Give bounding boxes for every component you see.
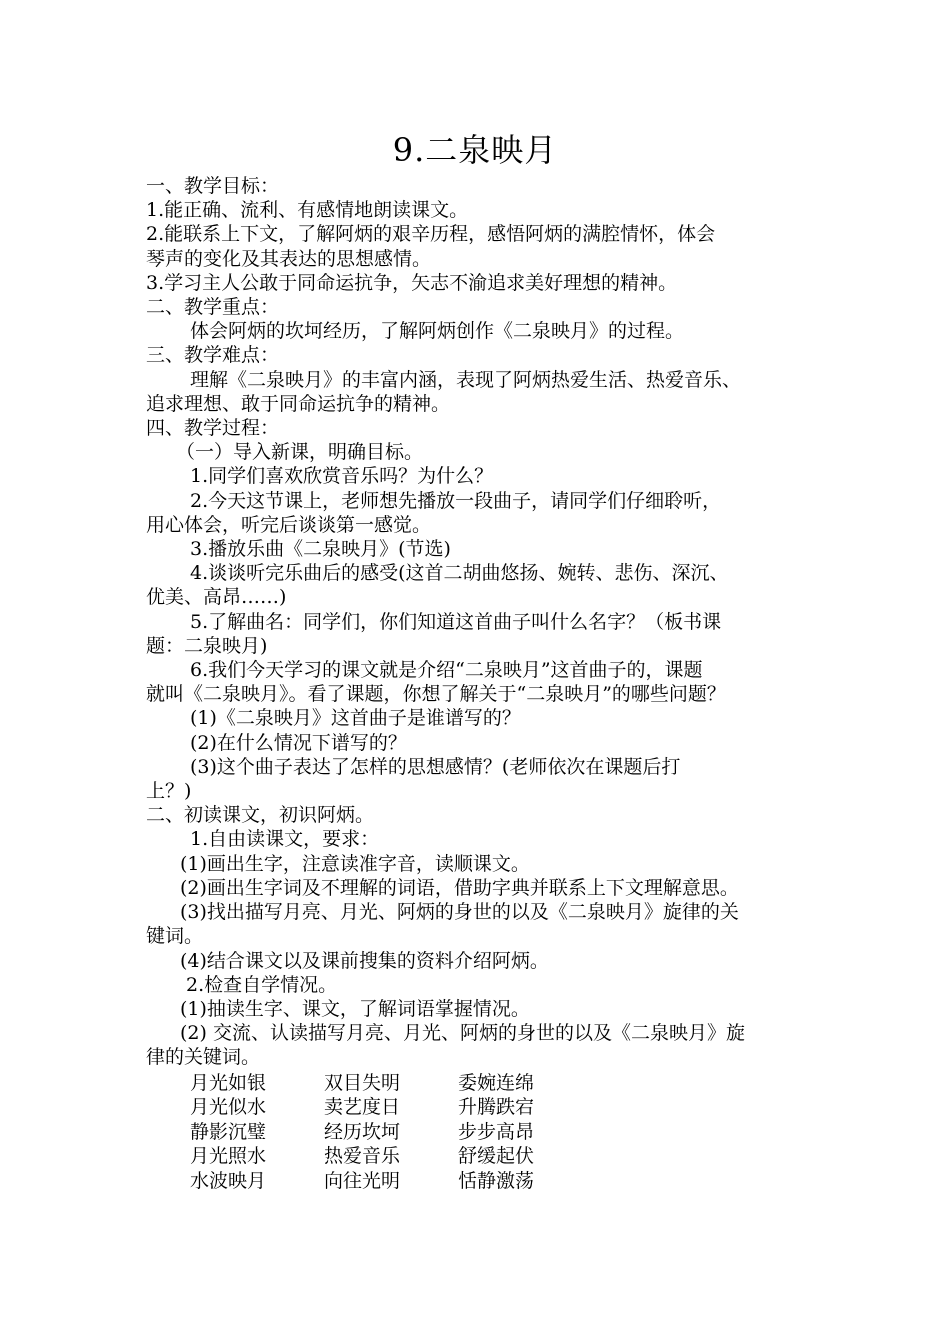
text-line: (1)画出生字，注意读准字音，读顺课文。 [180, 852, 530, 875]
text-line: 6.我们今天学习的课文就是介绍“二泉映月”这首曲子的，课题 [190, 659, 703, 682]
text-line: 3.播放乐曲《二泉映月》(节选) [190, 538, 451, 561]
vocabulary-word: 静影沉璧 [190, 1120, 267, 1143]
text-line: 键词。 [146, 925, 204, 948]
text-line: 四、教学过程： [146, 417, 280, 440]
text-line: (3)这个曲子表达了怎样的思想感情？(老师依次在课题后打 [190, 755, 681, 778]
text-line: 上？) [146, 780, 192, 803]
vocabulary-word: 舒缓起伏 [458, 1145, 535, 1168]
text-line: 4.谈谈听完乐曲后的感受(这首二胡曲悠扬、婉转、悲伤、深沉、 [190, 562, 729, 585]
lesson-title: 9.二泉映月 [392, 131, 558, 169]
text-line: (1)《二泉映月》这首曲子是谁谱写的？ [190, 707, 521, 730]
vocabulary-word: 委婉连绵 [458, 1071, 535, 1094]
text-line: (2)画出生字词及不理解的词语，借助字典并联系上下文理解意思。 [180, 876, 739, 899]
text-line: (2)在什么情况下谱写的？ [190, 731, 407, 754]
text-line: (1)抽读生字、课文，了解词语掌握情况。 [180, 997, 530, 1020]
vocabulary-row [146, 1120, 814, 1145]
text-line: 追求理想、敢于同命运抗争的精神。 [146, 392, 451, 415]
vocabulary-word: 双目失明 [324, 1071, 401, 1094]
text-line: 体会阿炳的坎坷经历，了解阿炳创作《二泉映月》的过程。 [190, 320, 685, 343]
text-line: 1.自由读课文，要求： [190, 828, 380, 851]
vocabulary-word: 月光如银 [190, 1071, 267, 1094]
text-line: 2.能联系上下文，了解阿炳的艰辛历程，感悟阿炳的满腔情怀，体会 [146, 223, 716, 246]
vocabulary-word: 升腾跌宕 [458, 1096, 535, 1119]
text-line: 二、初读课文，初识阿炳。 [146, 804, 375, 827]
text-line: 理解《二泉映月》的丰富内涵，表现了阿炳热爱生活、热爱音乐、 [190, 368, 742, 391]
text-line: 就叫《二泉映月》。看了课题，你想了解关于“二泉映月”的哪些问题？ [146, 683, 726, 706]
vocabulary-word: 向往光明 [324, 1169, 401, 1192]
vocabulary-word: 水波映月 [190, 1169, 267, 1192]
text-line: 三、教学难点： [146, 344, 280, 367]
vocabulary-row [146, 1144, 814, 1169]
text-line: 题：二泉映月) [146, 634, 268, 657]
text-line: 3.学习主人公敢于同命运抗争，矢志不渝追求美好理想的精神。 [146, 271, 678, 294]
text-line: (4)结合课文以及课前搜集的资料介绍阿炳。 [180, 949, 549, 972]
vocabulary-word: 恬静激荡 [458, 1169, 535, 1192]
text-line: (2) 交流、认读描写月亮、月光、阿炳的身世的以及《二泉映月》旋 [180, 1022, 745, 1045]
text-line: 律的关键词。 [146, 1046, 261, 1069]
vocabulary-table [146, 1071, 814, 1194]
lesson-body [146, 174, 814, 1193]
vocabulary-word: 热爱音乐 [324, 1145, 401, 1168]
vocabulary-row [146, 1169, 814, 1194]
vocabulary-word: 月光照水 [190, 1145, 267, 1168]
text-line: 5.了解曲名：同学们，你们知道这首曲子叫什么名字？（板书课 [190, 610, 722, 633]
text-line: 2.今天这节课上，老师想先播放一段曲子，请同学们仔细聆听， [190, 489, 722, 512]
text-lines [146, 174, 814, 1070]
text-line: 优美、高昂……) [146, 586, 287, 609]
vocabulary-word: 步步高昂 [458, 1120, 535, 1143]
text-line: 一、教学目标： [146, 175, 280, 197]
text-line: 二、教学重点： [146, 296, 280, 319]
vocabulary-word: 月光似水 [190, 1096, 267, 1119]
text-line: 2.检查自学情况。 [186, 973, 338, 996]
vocabulary-word: 经历坎坷 [324, 1120, 401, 1143]
text-line: （一）导入新课，明确目标。 [176, 441, 424, 464]
vocabulary-row [146, 1095, 814, 1120]
text-line: (3)找出描写月亮、月光、阿炳的身世的以及《二泉映月》旋律的关 [180, 901, 739, 924]
vocabulary-word: 卖艺度日 [324, 1096, 401, 1119]
text-line: 1.能正确、流利、有感情地朗读课文。 [146, 199, 469, 222]
text-line: 琴声的变化及其表达的思想感情。 [146, 247, 432, 270]
vocabulary-row [146, 1071, 814, 1096]
text-line: 1.同学们喜欢欣赏音乐吗？为什么？ [190, 465, 494, 488]
text-line: 用心体会，听完后谈谈第一感觉。 [146, 513, 432, 536]
